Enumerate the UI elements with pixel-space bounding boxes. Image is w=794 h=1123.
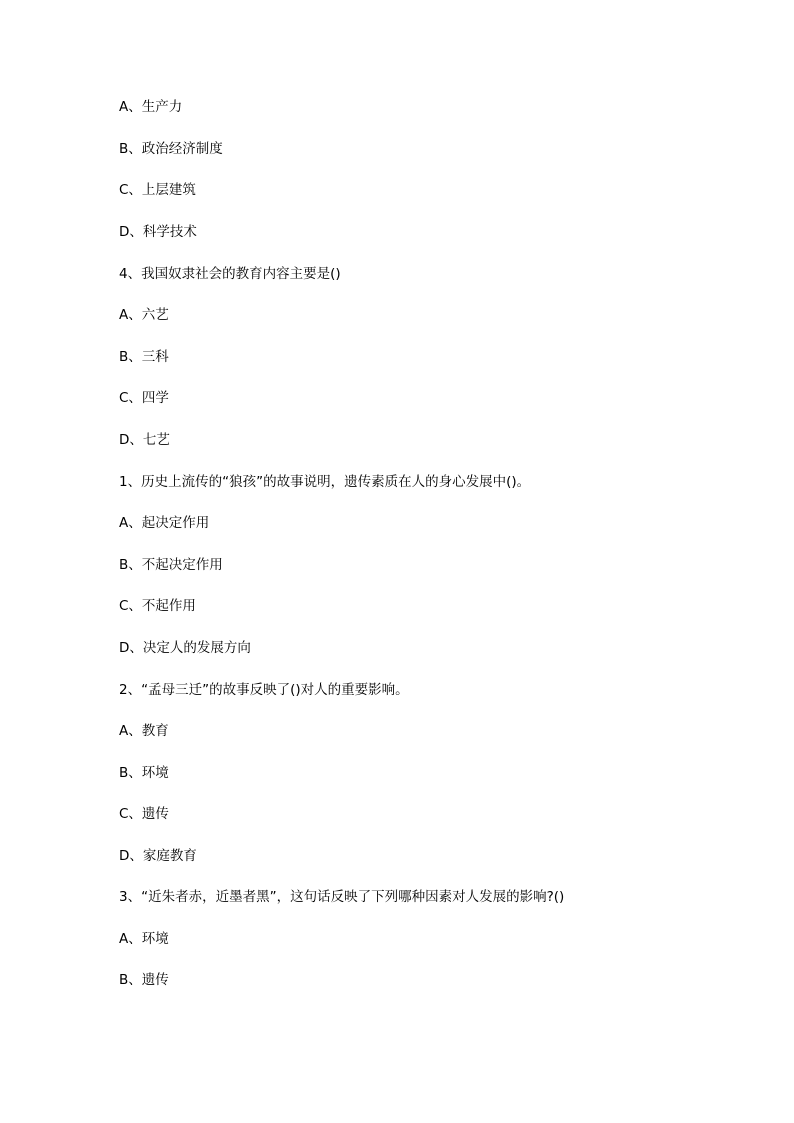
question-line: 1、历史上流传的“狼孩”的故事说明，遗传素质在人的身心发展中()。 [119,474,531,490]
question-line: 2、“孟母三迁”的故事反映了()对人的重要影响。 [119,682,409,698]
question-line: 3、“近朱者赤，近墨者黑”，这句话反映了下列哪种因素对人发展的影响?() [119,889,565,905]
option-line: C、上层建筑 [119,182,196,198]
question-line: 4、我国奴隶社会的教育内容主要是() [119,266,341,282]
option-line: A、起决定作用 [119,515,210,531]
option-line: A、六艺 [119,307,169,323]
option-line: A、环境 [119,931,169,947]
option-line: C、不起作用 [119,598,196,614]
option-line: B、不起决定作用 [119,557,223,573]
option-line: D、决定人的发展方向 [119,640,251,656]
option-line: D、七艺 [119,432,170,448]
option-line: A、教育 [119,723,169,739]
option-line: B、环境 [119,765,169,781]
option-line: B、三科 [119,349,169,365]
option-line: C、遗传 [119,806,169,822]
option-line: B、遗传 [119,972,169,988]
option-line: D、科学技术 [119,224,197,240]
option-line: A、生产力 [119,99,183,115]
option-line: D、家庭教育 [119,848,197,864]
option-line: B、政治经济制度 [119,141,223,157]
option-line: C、四学 [119,390,169,406]
